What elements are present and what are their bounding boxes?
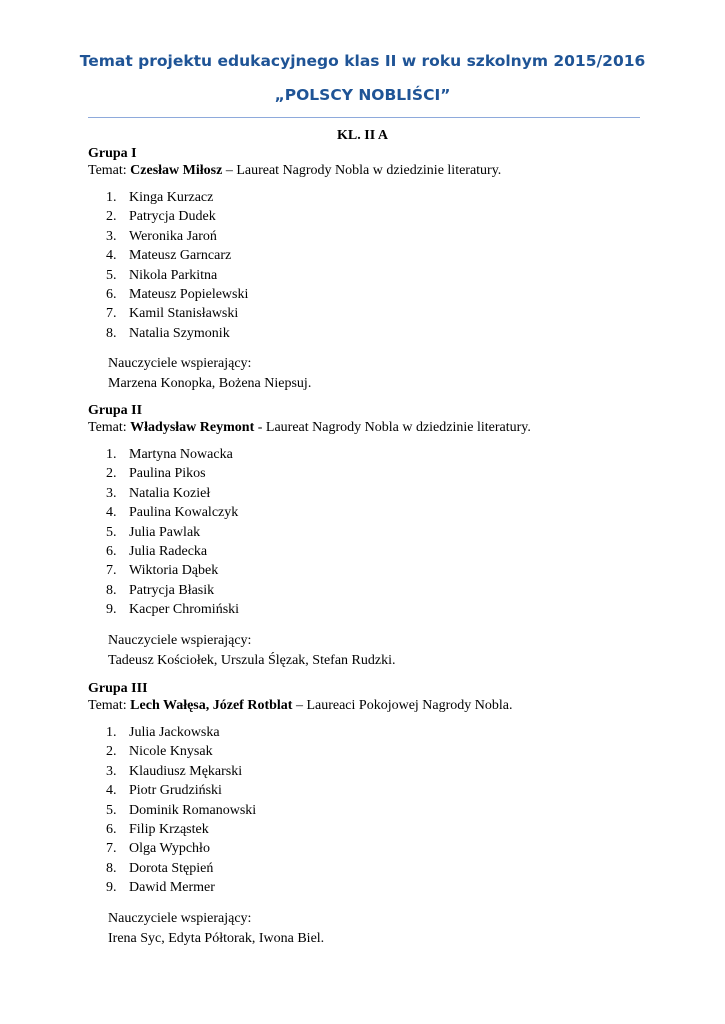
list-item [88,266,648,285]
list-number: 1. [106,447,117,462]
list-item [88,188,648,207]
student-name: Kamil Stanisławski [129,306,239,322]
list-item [88,227,648,246]
list-number: 8. [106,582,117,598]
list-number: 9. [106,602,117,618]
student-name: Natalia Szymonik [129,325,230,341]
group-title: Grupa I [88,146,137,161]
list-item [88,304,648,323]
class-heading: KL. II A [337,128,388,143]
list-number: 9. [106,880,117,896]
student-name: Paulina Kowalczyk [129,505,239,521]
student-name: Patrycja Dudek [129,209,216,225]
list-number: 4. [106,505,117,521]
student-name: Kacper Chromiński [129,602,240,618]
list-item [88,581,648,600]
supporting-teachers [88,354,648,394]
list-number: 7. [106,841,117,857]
title-divider [88,117,640,118]
list-number: 3. [106,485,117,501]
student-name: Nikola Parkitna [129,267,218,283]
student-name: Mateusz Garncarz [129,248,232,264]
list-number: 3. [106,763,117,779]
student-name: Weronika Jaroń [129,228,217,244]
student-name: Klaudiusz Mękarski [129,763,243,779]
topic-prefix: Temat: [88,698,131,713]
list-item [88,839,648,858]
group-title: Grupa III [88,681,148,696]
student-name: Patrycja Błasik [129,582,215,598]
list-number: 1. [106,190,117,205]
list-number: 2. [106,466,117,482]
list-item [88,723,648,742]
student-name: Kinga Kurzacz [129,190,214,205]
group-2 [88,402,648,671]
teachers-names: Tadeusz Kościołek, Urszula Ślęzak, Stefan Rudzki. [108,652,396,668]
student-list [88,188,648,343]
topic-description: – Laureaci Pokojowej Nagrody Nobla. [292,698,513,713]
student-name: Olga Wypchło [129,841,210,857]
student-list [88,445,648,620]
topic-laureate: Lech Wałęsa, Józef Rotblat [130,698,293,713]
list-number: 5. [106,267,117,283]
student-name: Dorota Stępień [129,860,214,876]
list-item [88,762,648,781]
list-item [88,542,648,561]
document-subtitle: „POLSCY NOBLIŚCI” [274,86,451,104]
list-number: 5. [106,524,117,540]
group-3 [88,680,648,949]
student-name: Julia Jackowska [129,725,220,740]
list-item [88,484,648,503]
topic-laureate: Czesław Miłosz [130,163,223,178]
topic-prefix: Temat: [88,163,131,178]
list-item [88,561,648,580]
list-number: 6. [106,286,117,302]
student-name: Dominik Romanowski [129,802,257,818]
list-number: 8. [106,860,117,876]
list-number: 1. [106,725,117,740]
list-item [88,324,648,343]
list-item [88,285,648,304]
teachers-label: Nauczyciele wspierający: [108,910,252,926]
student-name: Julia Pawlak [129,524,201,540]
topic-prefix: Temat: [88,420,131,435]
list-number: 4. [106,248,117,264]
list-number: 8. [106,325,117,341]
list-number: 4. [106,783,117,799]
student-name: Mateusz Popielewski [129,286,249,302]
list-number: 6. [106,543,117,559]
list-item [88,801,648,820]
teachers-label: Nauczyciele wspierający: [108,356,252,372]
list-number: 2. [106,209,117,225]
list-item [88,246,648,265]
student-name: Filip Krząstek [129,821,209,837]
student-name: Piotr Grudziński [129,783,222,799]
student-name: Wiktoria Dąbek [129,563,219,579]
teachers-names: Marzena Konopka, Bożena Niepsuj. [108,376,312,392]
list-item [88,859,648,878]
list-item [88,600,648,619]
list-number: 7. [106,306,117,322]
student-name: Nicole Knysak [129,744,213,760]
supporting-teachers [88,909,648,949]
list-number: 5. [106,802,117,818]
student-name: Julia Radecka [129,543,208,559]
list-number: 6. [106,821,117,837]
supporting-teachers [88,631,648,671]
list-item [88,464,648,483]
list-item [88,742,648,761]
list-item [88,503,648,522]
teachers-names: Irena Syc, Edyta Półtorak, Iwona Biel. [108,930,325,946]
list-item [88,781,648,800]
group-topic [88,419,648,436]
student-name: Martyna Nowacka [129,447,233,462]
group-title: Grupa II [88,403,143,418]
student-name: Natalia Kozieł [129,485,211,501]
group-topic [88,162,648,179]
teachers-label: Nauczyciele wspierający: [108,632,252,648]
student-list [88,723,648,898]
group-1 [88,145,648,394]
list-item [88,878,648,897]
list-item [88,207,648,226]
topic-description: - Laureat Nagrody Nobla w dziedzinie literatury. [254,420,531,435]
list-item [88,445,648,464]
list-number: 2. [106,744,117,760]
list-item [88,523,648,542]
student-name: Dawid Mermer [129,880,215,896]
student-name: Paulina Pikos [129,466,206,482]
topic-laureate: Władysław Reymont [130,420,255,435]
document-title: Temat projektu edukacyjnego klas II w roku szkolnym 2015/2016 [79,52,646,70]
list-number: 3. [106,228,117,244]
topic-description: – Laureat Nagrody Nobla w dziedzinie literatury. [222,163,502,178]
list-number: 7. [106,563,117,579]
list-item [88,820,648,839]
group-topic [88,697,648,714]
